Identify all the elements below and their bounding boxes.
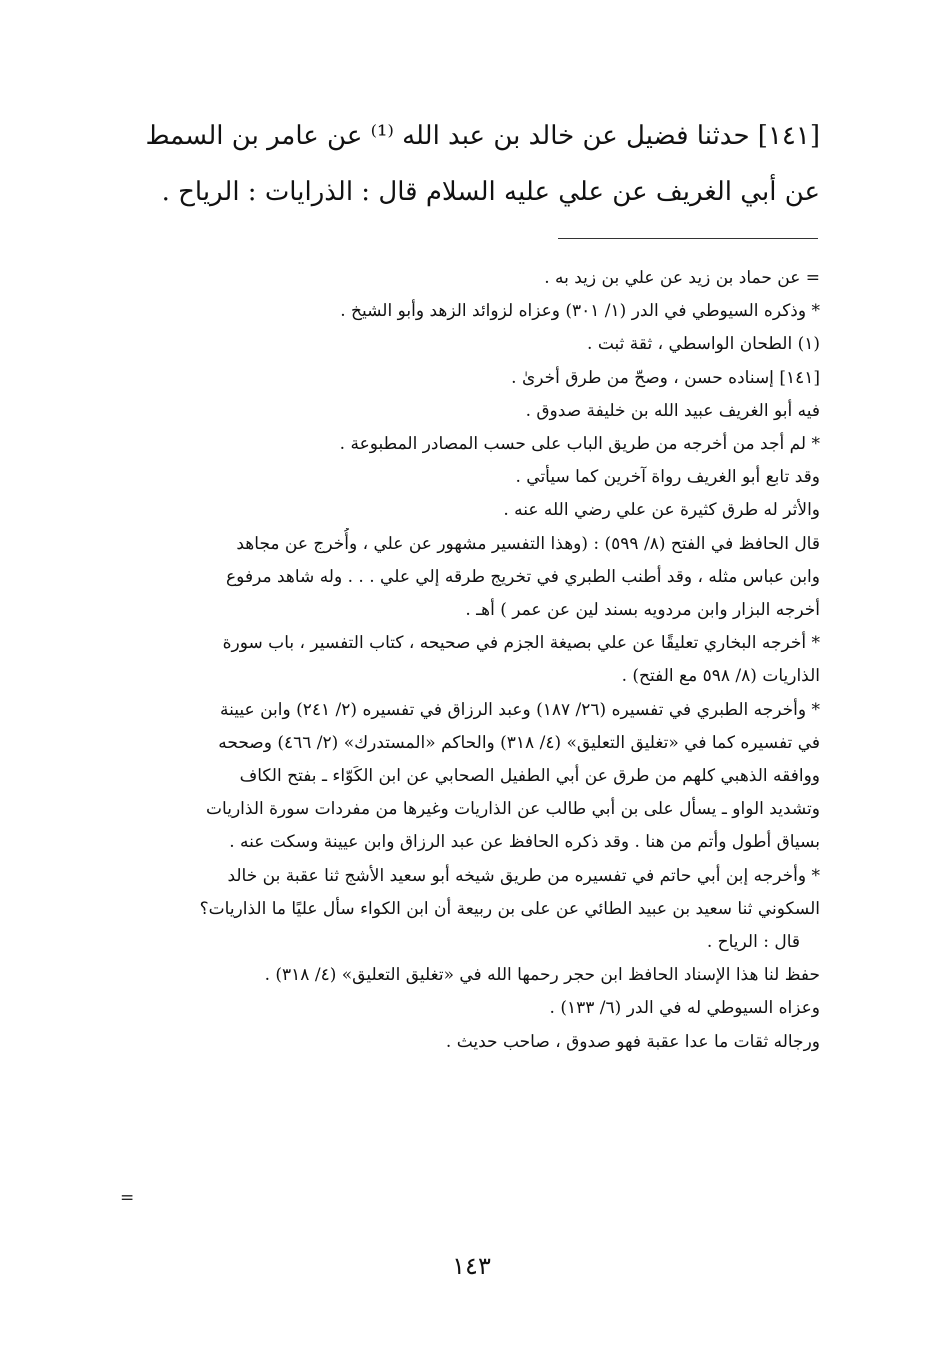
footnote-line: * وأخرجه الطبري في تفسيره (٢٦/ ١٨٧) وعبد الرزاق في تفسيره (٢/ ٢٤١) وابن عيينة <box>220 699 820 720</box>
main-text-line-2: عن أبي الغريف عن علي عليه السلام قال : الذرايات : الرياح . <box>161 177 820 207</box>
footnote-line: وقد تابع أبو الغريف رواة آخرين كما سيأتي . <box>515 467 820 488</box>
footnote-line: والأثر له طرق كثيرة عن علي رضي الله عنه . <box>503 500 820 521</box>
footnote-line: * لم أجد من أخرجه من طريق الباب على حسب المصادر المطبوعة . <box>339 434 820 455</box>
footnote-line: * وأخرجه إبن أبي حاتم في تفسيره من طريق شيخه أبو سعيد الأشج ثنا عقبة بن خالد <box>227 865 820 886</box>
continuation-mark: = <box>120 1188 135 1208</box>
footnote-line: حفظ لنا هذا الإسناد الحافظ ابن حجر رحمها الله في «تغليق التعليق» (٤/ ٣١٨) . <box>264 965 820 986</box>
footnote-line: السكوني ثنا سعيد بن عبيد الطائي عن على بن ربيعة أن ابن الكواء سأل عليًا ما الذاريات؟ <box>199 898 820 919</box>
footnote-line: * أخرجه البخاري تعليقًا عن علي بصيغة الجزم في صحيحه ، كتاب التفسير ، باب سورة <box>222 633 820 654</box>
main-text-block <box>108 108 820 220</box>
footnote-line: وابن عباس مثله ، وقد أطنب الطبري في تخريج طرقه إلي علي . . . وله شاهد مرفوع <box>226 566 820 587</box>
footnote-line: وتشديد الواو ـ يسأل على بن أبي طالب عن الذاريات وغيرها من مفردات سورة الذاريات <box>206 799 820 820</box>
footnote-line: قال الحافظ في الفتح (٨/ ٥٩٩) : (وهذا التفسير مشهور عن علي ، وأُخرج عن مجاهد <box>236 533 820 554</box>
page-number: ١٤٣ <box>452 1252 491 1280</box>
footnote-line: فيه أبو الغريف عبيد الله بن خليفة صدوق . <box>525 400 820 421</box>
footnote-line: قال : الرياح . <box>706 932 800 953</box>
footnote-separator <box>558 238 818 239</box>
footnote-line: ووافقه الذهبي كلهم من طرق عن أبي الطفيل الصحابي عن ابن الكَوّاء ـ بفتح الكاف <box>239 766 820 787</box>
footnote-line: بسياق أطول وأتم من هنا . وقد ذكره الحافظ عن عبد الرزاق وابن عيينة وسكت عنه . <box>229 832 820 853</box>
footnote-line: * وذكره السيوطي في الدر (١/ ٣٠١) وعزاه لزوائد الزهد وأبو الشيخ . <box>340 301 820 322</box>
main-text-line-1: [١٤١] حدثنا فضيل عن خالد بن عبد الله ⁽¹⁾ عن عامر بن السمط <box>145 121 820 151</box>
footnote-line: الذاريات (٨/ ٥٩٨ مع الفتح) . <box>621 666 820 687</box>
footnote-line: في تفسيره كما في «تغليق التعليق» (٤/ ٣١٨) والحاكم «المستدرك» (٢/ ٤٦٦) وصححه <box>218 732 820 753</box>
footnote-line: (١) الطحان الواسطي ، ثقة ثبت . <box>587 334 820 355</box>
footnote-line: أخرجه البزار وابن مردويه بسند لين عن عمر ) أهـ . <box>465 600 820 621</box>
footnotes-block <box>108 262 820 1059</box>
footnote-line: = عن حماد بن زيد عن علي بن زيد به . <box>544 268 820 288</box>
footnote-line: [١٤١] إسناده حسن ، وصحّ من طرق أخرىٰ . <box>511 367 820 388</box>
footnote-line: ورجاله ثقات ما عدا عقبة فهو صدوق ، صاحب حديث . <box>445 1031 820 1052</box>
footnote-line: وعزاه السيوطي له في الدر (٦/ ١٣٣) . <box>549 998 820 1019</box>
